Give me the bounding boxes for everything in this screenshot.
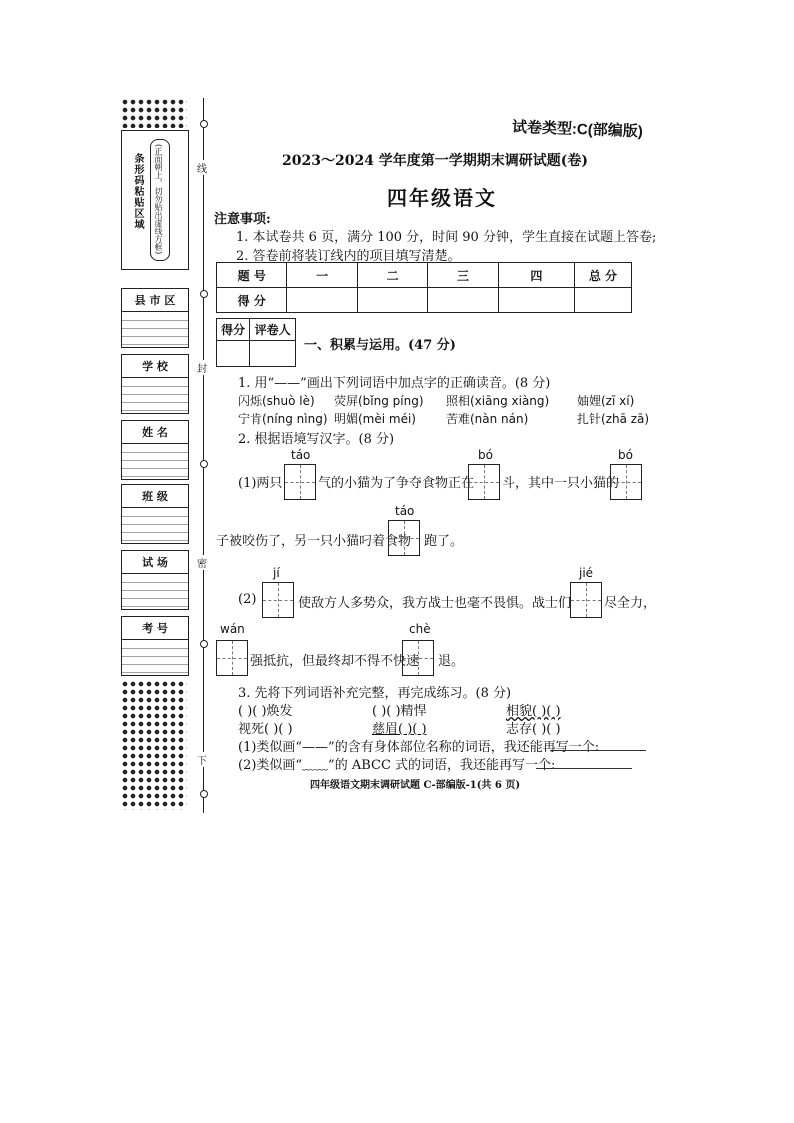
score-cell[interactable] [498,288,574,313]
q2-part1-end: 跑了。 [424,534,464,549]
q1-stem: 1. 用“——”画出下列词语中加点字的正确读音。(8 分) [238,376,551,391]
cut-mark-line: 线 [197,160,207,175]
cut-mark-below: 下 [197,752,207,767]
cut-mark-secret: 密 [197,555,207,570]
grader-name-label: 评卷人 [250,319,296,341]
barcode-label: 条形码粘贴区域 [132,153,143,230]
q2-pinyin: jí [273,566,280,580]
exam-type-stamp: 试卷类型:C(部编版) [511,118,644,141]
decorative-dot-pattern-bottom [121,680,187,810]
score-table-header: 总 分 [574,263,631,288]
score-cell[interactable] [287,288,357,313]
q2-part2-line2: 强抵抗，但最终却不得不快速 [250,654,420,669]
q2-writing-grid[interactable] [216,640,248,676]
q2-writing-grid[interactable] [468,464,500,500]
q2-part2-end: 退。 [438,654,465,669]
page-footer: 四年级语文期末调研试题 C-部编版-1(共 6 页) [310,780,521,791]
q2-part2-text: 使敌方人多势众，我方战士也毫不畏惧。战士们 [298,596,572,611]
q3-stem: 3. 先将下列词语补充完整，再完成练习。(8 分) [238,686,512,701]
q2-part1-text: 斗，其中一只小猫的 [502,476,620,491]
q2-pinyin: jié [579,566,594,580]
q2-pinyin: bó [478,448,493,462]
exam-title: 2023～2024 学年度第一学期期末调研试题(卷) [282,153,589,169]
q2-writing-grid[interactable] [610,464,642,500]
score-table-header: 二 [357,263,427,288]
q2-writing-grid[interactable] [402,640,434,676]
score-cell[interactable] [357,288,427,313]
binding-hole [200,460,208,468]
cut-mark-seal: 封 [197,360,207,375]
q2-writing-grid[interactable] [262,582,294,618]
q2-stem: 2. 根据语境写汉字。(8 分) [238,432,395,447]
q3-item[interactable]: 慈眉( )( ) [372,722,427,737]
field-class[interactable] [121,484,189,544]
subject-title: 四年级语文 [387,186,497,210]
q3-item[interactable]: 相貌( )( ) [506,704,561,719]
q3-sub2-answer-line[interactable] [536,768,632,769]
field-name-label: 姓 名 [122,421,188,444]
q1-item[interactable]: 荧屏(bǐng píng) [334,394,424,408]
q2-writing-grid[interactable] [388,520,420,556]
q2-part1-line2: 子被咬伤了，另一只小猫叼着食物 [216,534,412,549]
score-cell[interactable] [574,288,631,313]
binding-hole [200,790,208,798]
grader-table [216,318,296,367]
q2-pinyin: táo [291,448,311,462]
field-school-label: 学 校 [122,355,188,378]
q2-pinyin: táo [395,504,415,518]
q2-part2-prefix: (2) [238,592,257,607]
score-table [216,262,632,313]
decorative-dot-pattern-top [121,98,187,128]
score-table-header: 题 号 [217,263,287,288]
q2-writing-grid[interactable] [284,464,316,500]
q2-pinyin: chè [409,622,431,636]
field-exam-room[interactable] [121,550,189,610]
q3-item[interactable]: 志存( )( ) [506,722,561,737]
field-school[interactable] [121,354,189,414]
q2-part2-text: 尽全力， [604,596,657,611]
score-table-header: 一 [287,263,357,288]
writing-lines [122,313,188,345]
grader-score-label: 得分 [217,319,250,341]
field-exam-number[interactable] [121,616,189,676]
score-table-row-label: 得 分 [217,288,287,313]
barcode-hint-frame [150,139,170,261]
q2-writing-grid[interactable] [570,582,602,618]
field-exam-room-label: 试 场 [122,551,188,574]
field-class-label: 班 级 [122,485,188,508]
writing-lines [122,641,188,673]
score-table-header: 四 [498,263,574,288]
binding-hole [200,120,208,128]
q3-sub2: (2)类似画“﹏﹏”的 ABCC 式的词语，我还能再写一个: [238,758,556,773]
field-name[interactable] [121,420,189,480]
field-county-label: 县 市 区 [122,289,188,312]
q3-item[interactable]: ( )( )焕发 [238,704,293,719]
q3-sub1: (1)类似画“——”的含有身体部位名称的词语，我还能再写一个: [238,740,600,755]
q2-pinyin: bó [618,448,633,462]
q1-item[interactable]: 扎针(zhā zā) [577,412,650,426]
q1-item[interactable]: 苦难(nàn nán) [446,412,529,426]
score-table-header: 三 [428,263,498,288]
q1-item[interactable]: 明媚(mèi méi) [334,412,416,426]
writing-lines [122,379,188,411]
q1-item[interactable]: 宁肯(níng nìng) [238,412,328,426]
section-1-title: 一、积累与运用。(47 分) [304,338,456,353]
binding-hole [200,290,208,298]
q2-part1-prefix: (1)两只 [238,476,283,491]
writing-lines [122,445,188,477]
field-exam-number-label: 考 号 [122,617,188,640]
barcode-area [121,130,189,270]
notice-item-1: 1. 本试卷共 6 页，满分 100 分，时间 90 分钟，学生直接在试题上答卷; [236,230,657,245]
q2-part1-text: 气的小猫为了争夺食物正在 [318,476,475,491]
q3-item[interactable]: 视死( )( ) [238,722,293,737]
q1-item[interactable]: 妯娌(zī xí) [577,394,635,408]
score-cell[interactable] [428,288,498,313]
binding-hole [200,640,208,648]
q1-item[interactable]: 照相(xiāng xiàng) [446,394,550,408]
grader-score-cell[interactable] [217,341,250,367]
writing-lines [122,575,188,607]
notice-heading: 注意事项: [214,212,271,227]
notice-item-2: 2. 答卷前将装订线内的项目填写清楚。 [236,249,461,264]
q1-item[interactable]: 闪烁(shuò lè) [238,394,315,408]
barcode-hint: (正面朝上，切勿贴出虚线方框) [154,144,163,255]
q2-pinyin: wán [220,622,245,636]
binding-line [203,98,204,813]
q3-item[interactable]: ( )( )精悍 [372,704,427,719]
grader-name-cell[interactable] [250,341,296,367]
writing-lines [122,509,188,541]
q3-sub1-answer-line[interactable] [550,750,646,751]
field-county[interactable] [121,288,189,348]
